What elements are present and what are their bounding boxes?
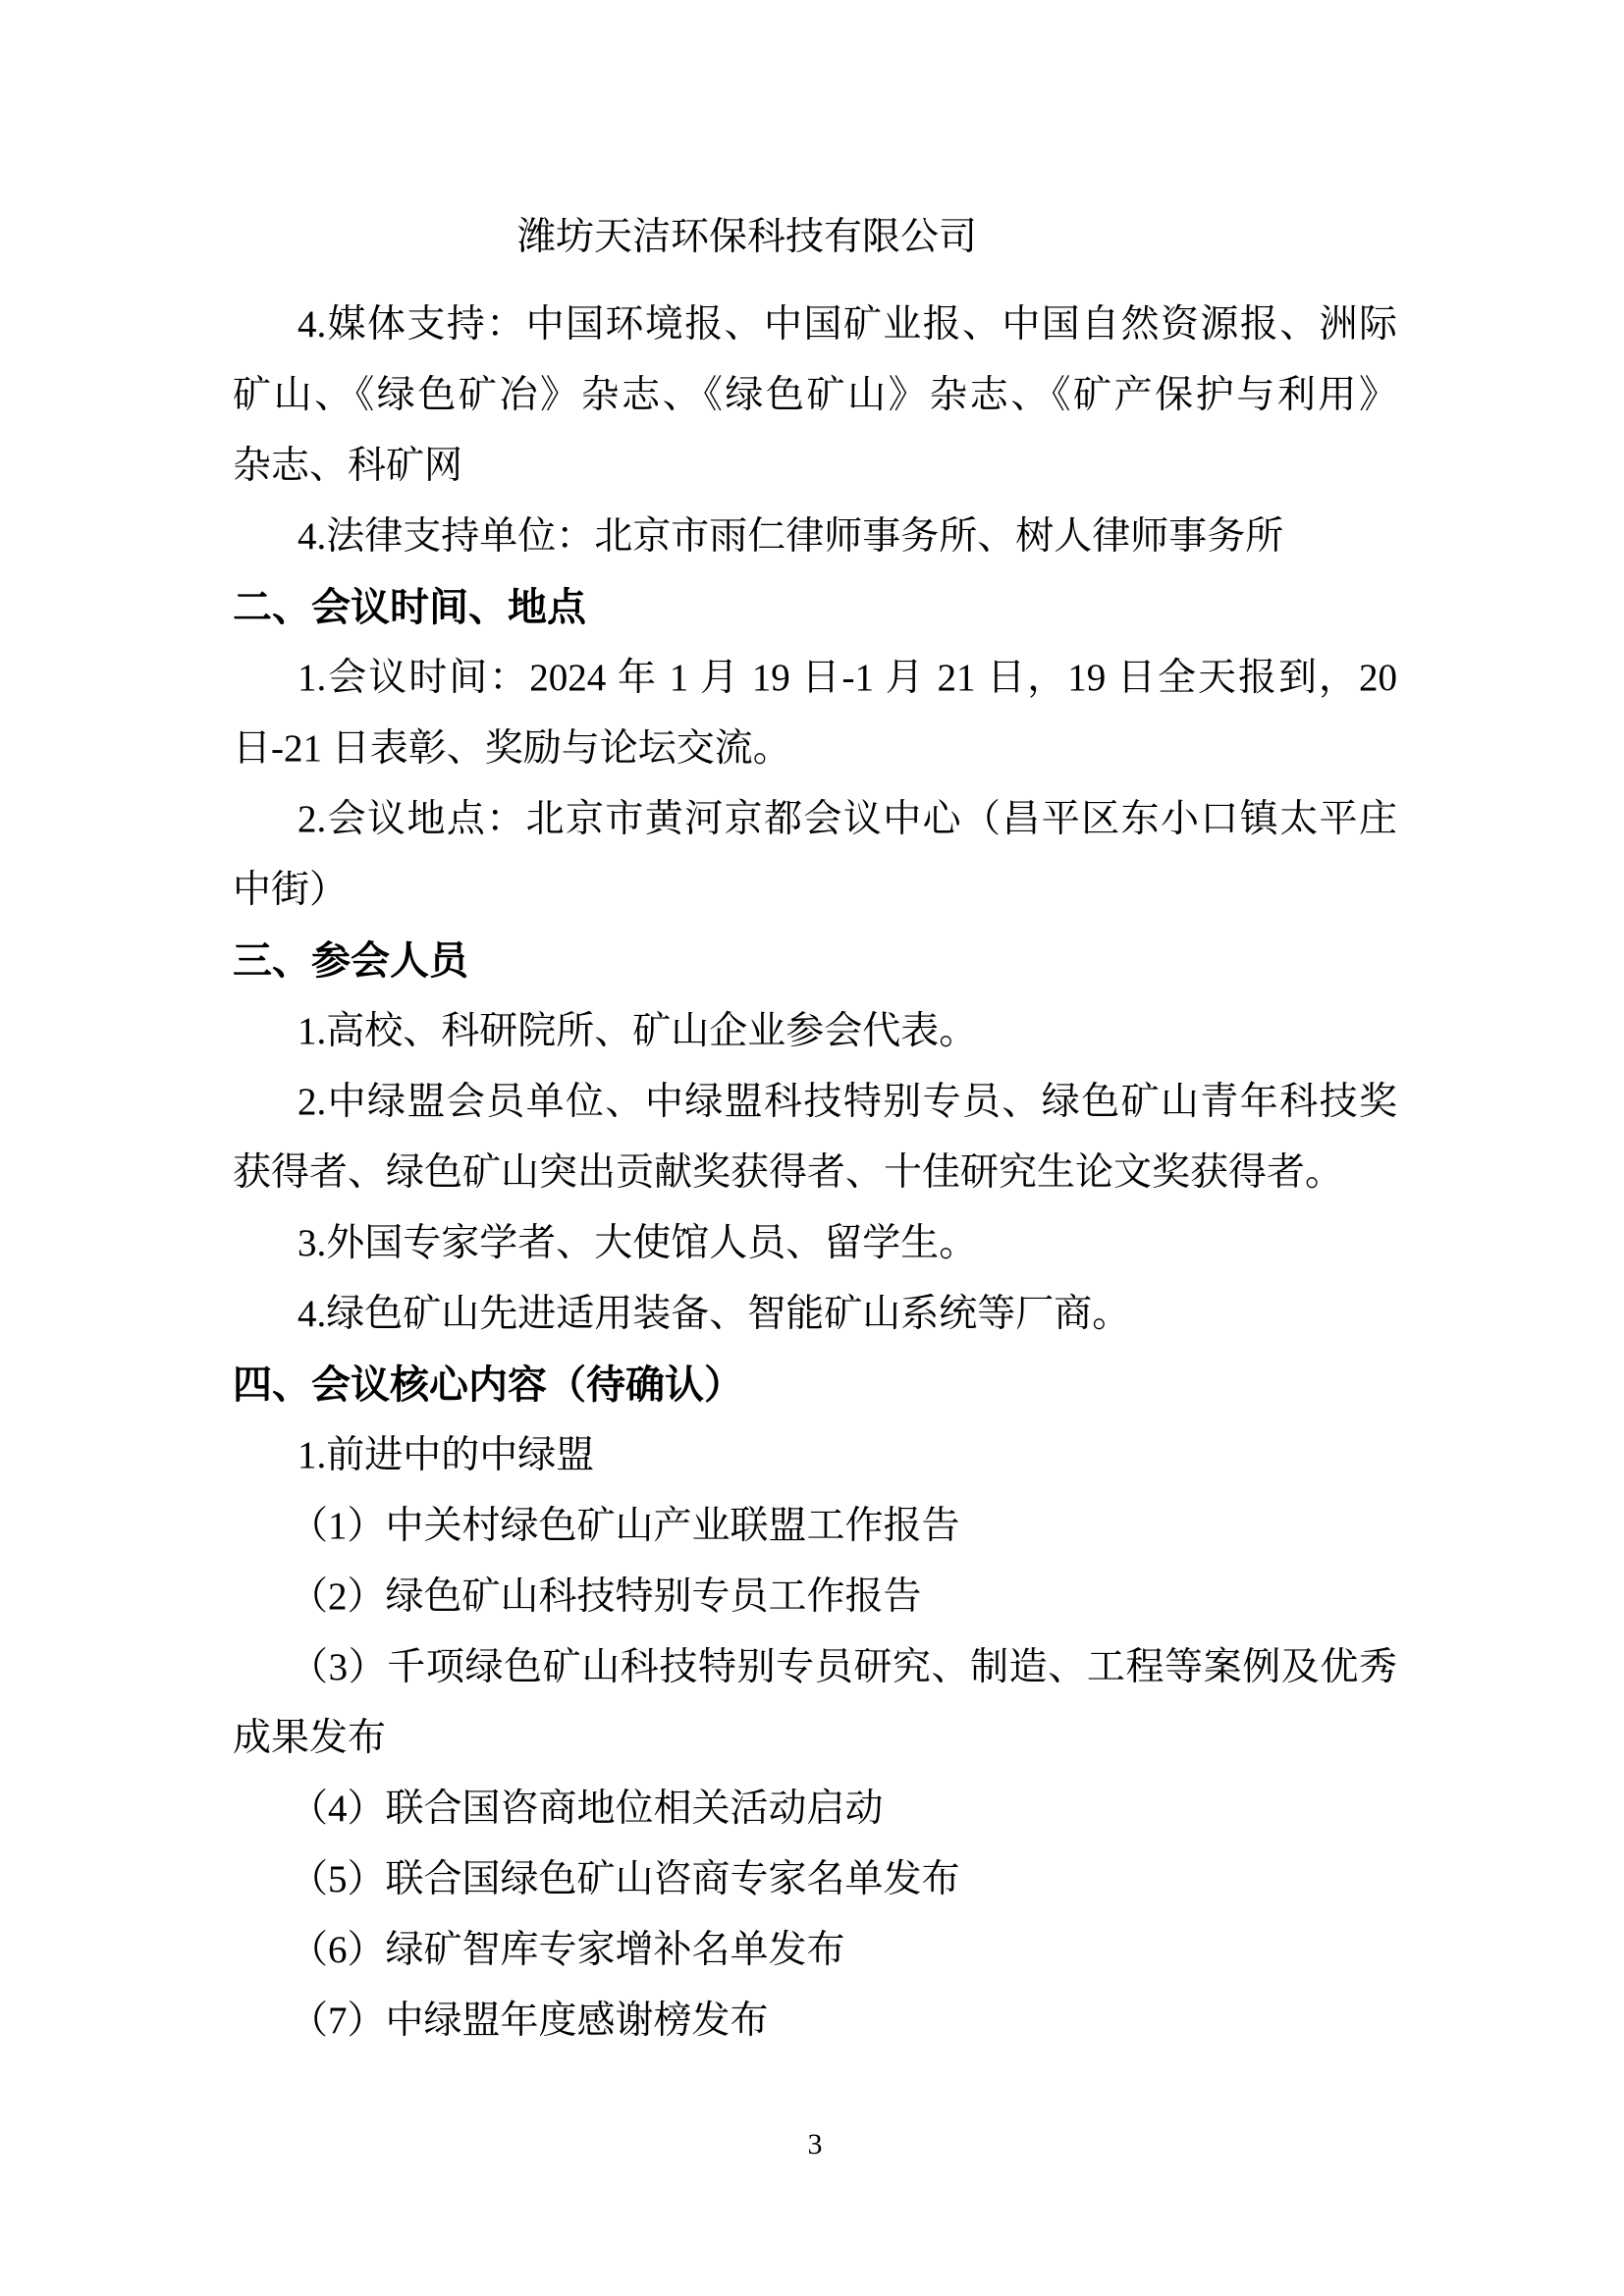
doc-line: 中街） xyxy=(233,869,349,911)
doc-line: 3.外国专家学者、大使馆人员、留学生。 xyxy=(298,1222,978,1264)
doc-line: 2.中绿盟会员单位、中绿盟科技特别专员、绿色矿山青年科技奖 xyxy=(298,1081,1397,1123)
continuation-line: 潍坊天洁环保科技有限公司 xyxy=(517,216,978,258)
doc-line: （2）绿色矿山科技特别专员工作报告 xyxy=(290,1575,922,1618)
section-heading-core-content: 四、会议核心内容（待确认） xyxy=(233,1363,743,1407)
section-heading-participants: 三、参会人员 xyxy=(233,939,468,983)
doc-line: （5）联合国绿色矿山咨商专家名单发布 xyxy=(290,1858,960,1900)
doc-line: 2.会议地点：北京市黄河京都会议中心（昌平区东小口镇太平庄 xyxy=(298,798,1397,840)
doc-line: 1.会议时间：2024 年 1 月 19 日-1 月 21 日，19 日全天报到，20 xyxy=(298,657,1397,699)
page-number: 3 xyxy=(807,2128,823,2161)
doc-line: 日-21 日表彰、奖励与论坛交流。 xyxy=(233,727,791,770)
doc-line: （3）千项绿色矿山科技特别专员研究、制造、工程等案例及优秀 xyxy=(290,1646,1397,1688)
doc-line: 杂志、科矿网 xyxy=(233,445,463,487)
doc-line: 矿山、《绿色矿冶》杂志、《绿色矿山》杂志、《矿产保护与利用》 xyxy=(233,374,1397,416)
doc-line: （1）中关村绿色矿山产业联盟工作报告 xyxy=(290,1505,960,1547)
doc-line: 获得者、绿色矿山突出贡献奖获得者、十佳研究生论文奖获得者。 xyxy=(233,1151,1344,1194)
doc-line: 4.绿色矿山先进适用装备、智能矿山系统等厂商。 xyxy=(298,1293,1131,1335)
section-heading-meeting-time-place: 二、会议时间、地点 xyxy=(233,586,586,629)
doc-line: 4.法律支持单位：北京市雨仁律师事务所、树人律师事务所 xyxy=(298,515,1284,558)
doc-line: 1.前进中的中绿盟 xyxy=(298,1434,595,1476)
doc-line: 1.高校、科研院所、矿山企业参会代表。 xyxy=(298,1010,978,1052)
doc-line: （4）联合国咨商地位相关活动启动 xyxy=(290,1788,884,1830)
document-body xyxy=(233,202,1397,2056)
doc-line: 4.媒体支持：中国环境报、中国矿业报、中国自然资源报、洲际 xyxy=(298,303,1397,346)
doc-line: 成果发布 xyxy=(233,1717,387,1759)
doc-line: （7）中绿盟年度感谢榜发布 xyxy=(290,2000,769,2042)
doc-line: （6）绿矿智库专家增补名单发布 xyxy=(290,1929,845,1971)
